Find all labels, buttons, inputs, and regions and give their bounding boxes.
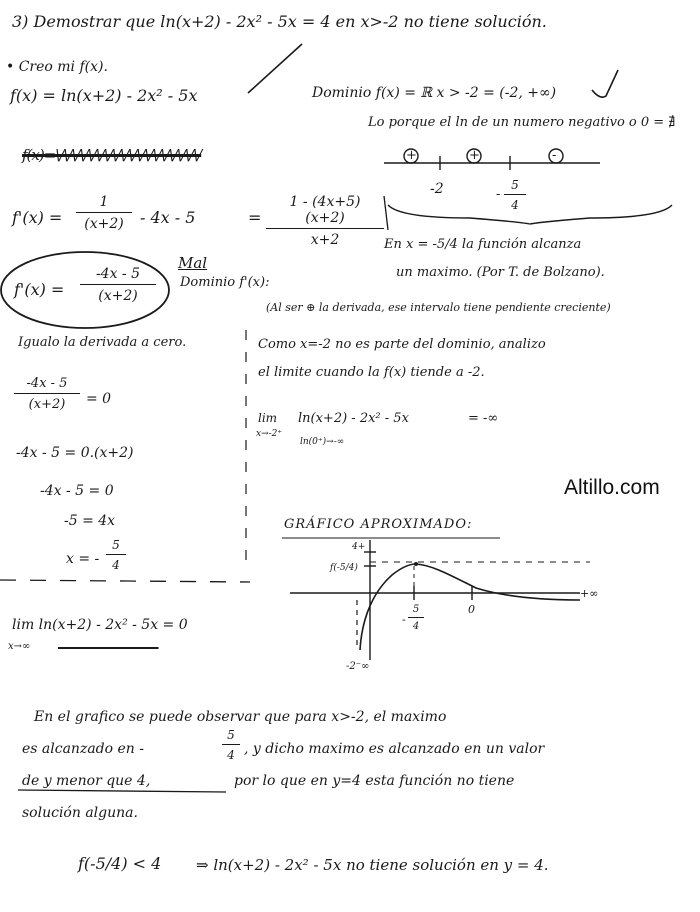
fprime-rest: - 4x - 5 — [140, 208, 196, 227]
step5-fraction: $\frac{5}{4}$ — [106, 538, 126, 572]
underbrace — [388, 205, 672, 224]
problem-title: 3) Demostrar que ln(x+2) - 2x² - 5x = 4 en x>-2 no tiene solución. — [12, 12, 547, 31]
circled-fprime-fraction: $\frac{-4x - 5}{(x+2)}$ — [80, 266, 156, 304]
graph-x-tick-five-fourths: $\frac{5}{4}$ — [408, 604, 424, 632]
check-mark — [592, 70, 618, 97]
max-point — [414, 562, 418, 566]
step5-left: x = - — [66, 551, 100, 567]
conclusion-fraction: $\frac{5}{4}$ — [222, 728, 240, 762]
graph-title: GRÁFICO APROXIMADO: — [284, 517, 473, 532]
sign-plus-2: + — [469, 148, 480, 163]
final-left: f(-5/4) < 4 — [78, 854, 162, 873]
sign-minus: - — [552, 148, 557, 163]
fprime-fraction-1: $\frac{1}{(x+2)}$ — [76, 194, 132, 232]
conclusion-line-3a: de y menor que 4, — [22, 773, 151, 789]
conclusion-line-1: En el grafico se puede observar que para x>-2, el maximo — [34, 709, 447, 725]
final-right: ⇒ ln(x+2) - 2x² - 5x no tiene solución en y = 4. — [196, 856, 549, 874]
igualo-note: Igualo la derivada a cero. — [18, 335, 187, 350]
dominio-note: Dominio f(x) = ℝ x > -2 = (-2, +∞) — [312, 85, 557, 101]
altillo-brand: Altillo.com — [564, 476, 660, 499]
limite-note: el limite cuando la f(x) tiende a -2. — [258, 365, 485, 380]
check-mark-line — [248, 44, 302, 93]
conclusion-line-4: solución alguna. — [22, 805, 138, 821]
mal-mark: Mal — [178, 254, 208, 272]
lim-infinity-subscript: x→∞ — [8, 641, 31, 652]
graph-asymptote-label: -2⁻∞ — [346, 661, 370, 672]
lim-result: = -∞ — [468, 411, 499, 426]
como-note: Como x=-2 no es parte del dominio, analizo — [258, 337, 546, 352]
step1-fraction: $\frac{-4x - 5}{(x+2)}$ — [14, 376, 80, 412]
graph-x-tick-zero: 0 — [468, 603, 475, 616]
step4: -5 = 4x — [64, 513, 116, 529]
lim-infinity: lim ln(x+2) - 2x² - 5x = 0 — [12, 617, 188, 633]
en-x-note: En x = -5/4 la función alcanza — [384, 237, 582, 252]
graph-axes — [290, 540, 580, 660]
circled-fprime-left: f'(x) = — [14, 280, 65, 299]
lim-word: lim — [258, 411, 278, 425]
lim-expression: ln(x+2) - 2x² - 5x — [298, 411, 409, 426]
al-ser-note: (Al ser ⊕ la derivada, ese intervalo tiene pendiente creciente) — [266, 301, 611, 314]
fprime-fraction-2: $\frac{1 - (4x+5)(x+2)}{x+2}$ — [266, 194, 384, 248]
crossed-out-note: ~~~~~~~~~~ — [58, 641, 159, 655]
lim-subscript: x→-2⁺ — [256, 429, 283, 439]
dominio-fprime: Dominio f'(x): — [180, 275, 270, 290]
porque-note: Lo porque el ln de un numero negativo o 0 = ∄ — [368, 115, 676, 130]
fprime-left: f'(x) = — [12, 208, 63, 227]
f-definition: f(x) = ln(x+2) - 2x² - 5x — [10, 86, 198, 105]
section-divider — [0, 580, 250, 582]
conclusion-line-2a: es alcanzado en - — [22, 741, 144, 757]
crossed-out-scribble: f(x)=\/\/\/\/\/\/\/\/\/\/\/\/\/\/\/\/\/\/ — [22, 146, 202, 164]
lim-under-note: ln(0⁺)→-∞ — [300, 437, 345, 447]
sign-label-minus-five-fourths: $\frac{5}{4}$ — [504, 178, 526, 212]
step2: -4x - 5 = 0.(x+2) — [16, 445, 134, 461]
note-creo: • Creo mi f(x). — [6, 59, 108, 75]
graph-x-end: +∞ — [580, 587, 599, 600]
graph-y-mark: f(-5/4) — [330, 563, 358, 573]
sign-label-minus-two: -2 — [430, 181, 444, 197]
step3: -4x - 5 = 0 — [40, 483, 114, 499]
conclusion-line-3b: por lo que en y=4 esta función no tiene — [234, 773, 515, 789]
maximo-note: un maximo. (Por T. de Bolzano). — [396, 265, 605, 280]
sign-plus-1: + — [406, 148, 417, 163]
conclusion-line-2b: , y dicho maximo es alcanzado en un valor — [244, 741, 545, 757]
graph-y-top: 4+ — [352, 542, 366, 552]
